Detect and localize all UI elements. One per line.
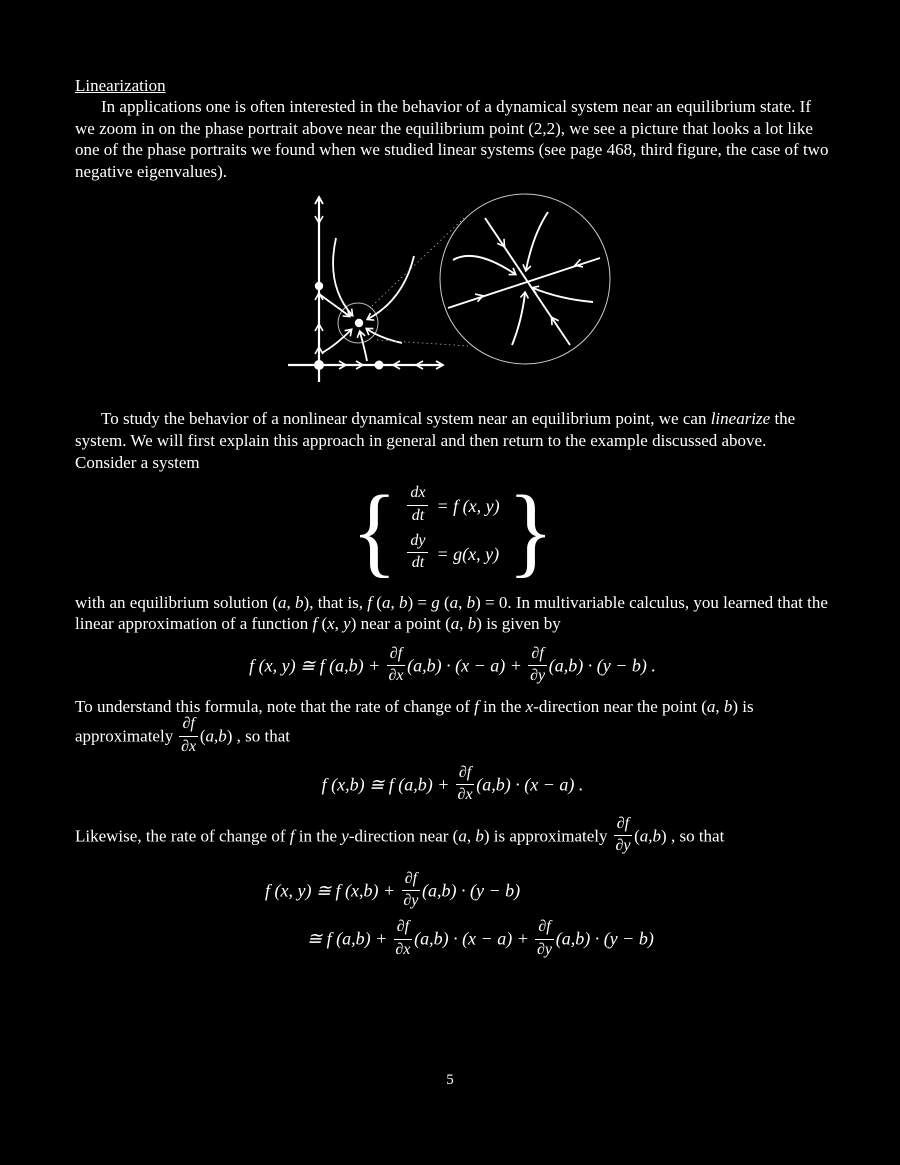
equilibrium-dot [315,282,323,290]
node-portrait [448,212,600,345]
page-number: 5 [446,1072,454,1088]
paragraph-intro: In applications one is often interested in the behavior of a dynamical system near an equilibrium state. If we zoom in on the phase portrait above near the equilibrium point (2,2), we see a picture that looks a lot like one of the phase portraits we found when we studied linear systems (see page 468, third figure, the case of two negative eigenvalues). [75,97,829,181]
system-row-dy: $\frac{dy}{dt}$ = g(x, y) [405,534,499,575]
left-brace: { [351,473,398,587]
equation-derivation [75,869,830,962]
paragraph-linearize: To study the behavior of a nonlinear dynamical system near an equilibrium point, we can linearize the system. We will first explain this approach in general and then return to the example discussed above. Consider a system [75,409,796,472]
paragraph-x-direction: To understand this formula, note that the rate of change of f in the x-direction near the point (a, b) is approximately $\frac{\partial f}{\partial x}$ (a,b) , so that [75,696,754,755]
dx-dt-fraction: $\frac{dx}{dt}$ [407,484,428,525]
trajectories-left [318,238,414,361]
partial-y-fraction: $\frac{\partial f}{\partial y}$ [615,814,631,855]
equilibrium-dot [375,361,384,370]
partial-y-fraction: $\frac{\partial f}{\partial y}$ [530,644,546,685]
partial-x-fraction: $\frac{\partial f}{\partial x}$ [388,644,404,685]
right-brace: } [507,473,554,587]
partial-x-fraction: $\frac{\partial f}{\partial x}$ [457,764,473,804]
partial-y-fraction: $\frac{\partial f}{\partial y}$ [403,869,419,910]
derivation-line-2: ≅ f (a,b) + $\frac{\partial f}{\partial x}$ (a,b) · (x − a) + $\frac{\partial f}{\partial y}$ (a,b) · (y − b) [307,918,654,958]
origin-dot [314,360,324,370]
partial-y-fraction: $\frac{\partial f}{\partial y}$ [537,918,553,958]
dy-dt-fraction: $\frac{dy}{dt}$ [407,532,428,573]
system-equation [75,473,830,587]
partial-x-fraction: $\frac{\partial f}{\partial x}$ [395,918,411,958]
equilibrium-dot [355,319,363,327]
derivation-line-1: f (x, y) ≅ f (x,b) + $\frac{\partial f}{\partial y}$ (a,b) · (y − b) [265,869,521,910]
equilibrium-points [314,282,384,370]
equation-x-approx: f (x,b) ≅ f (a,b) + $\frac{\partial f}{\partial x}$ (a,b) · (x − a) . [321,764,584,804]
system-row-dx: $\frac{dx}{dt}$ = f (x, y) [405,486,499,527]
partial-x-fraction: $\frac{\partial f}{\partial x}$ [181,715,197,755]
paragraph-equilibrium: with an equilibrium solution (a, b), that is, f (a, b) = g (a, b) = 0. In multivariable calculus, you learned that the linear approximation of a function f (x, y) near a point (a, b) is given by [75,592,828,634]
system-rows [405,479,499,582]
paragraph-y-direction: Likewise, the rate of change of f in the y-direction near (a, b) is approximately $\frac{\partial f}{\partial y}$ (a,b) , so that [75,814,725,855]
magnifier-connectors [372,218,468,346]
phase-portrait-svg [280,190,620,390]
equation-linear-approx: f (x, y) ≅ f (a,b) + $\frac{\partial f}{\partial x}$ (a,b) · (x − a) + $\frac{\partial f}{\partial y}$ (a,b) · (y − b) . [249,644,656,685]
phase-portrait-figure [280,190,620,390]
page-title: Linearization [75,76,166,95]
